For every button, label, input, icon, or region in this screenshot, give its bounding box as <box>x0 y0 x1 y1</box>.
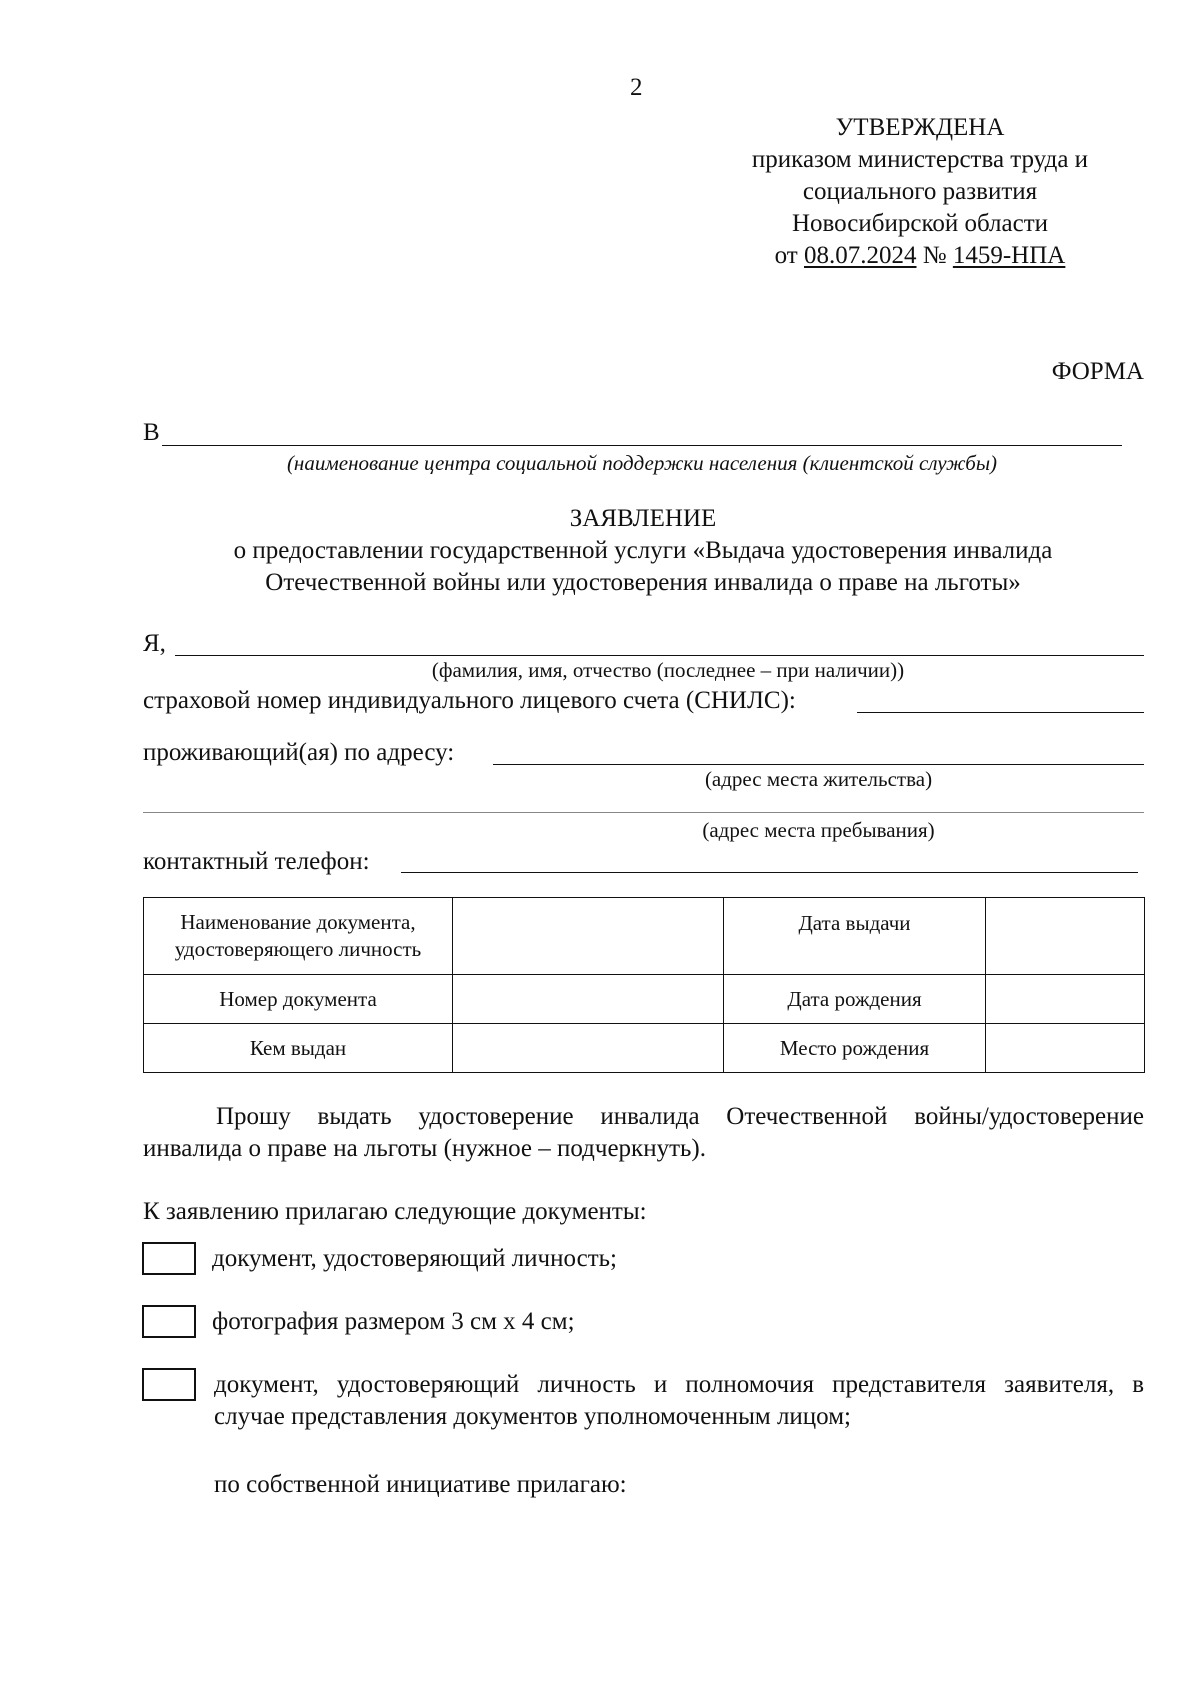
approval-order <box>700 240 1140 272</box>
table-label-issued-by: Кем выдан <box>144 1024 453 1073</box>
request-line-2: инвалида о праве на льготы (нужное – подчеркнуть). <box>143 1135 706 1162</box>
table-label-birth-date: Дата рождения <box>724 975 986 1024</box>
table-value-issue-date[interactable] <box>986 898 1145 975</box>
statement-subtitle-line-2: Отечественной войны или удостоверения инвалида о праве на льготы» <box>265 569 1021 596</box>
table-row <box>144 898 1145 975</box>
table-label-issue-date: Дата выдачи <box>724 898 986 975</box>
applicant-name-caption: (фамилия, имя, отчество (последнее – при наличии)) <box>431 658 905 682</box>
table-label-birth-place: Место рождения <box>724 1024 986 1073</box>
attachment-checkbox-representative[interactable] <box>142 1368 196 1401</box>
approval-date: 08.07.2024 <box>804 242 917 269</box>
approval-line-3: Новосибирской области <box>791 210 1049 237</box>
applicant-prefix: Я, <box>143 630 166 657</box>
phone-label: контактный телефон: <box>143 848 370 875</box>
page-number: 2 <box>630 74 643 101</box>
form-label: ФОРМА <box>1051 358 1144 385</box>
attachment-label-identity: документ, удостоверяющий личность; <box>212 1245 617 1272</box>
attachment-label-representative <box>214 1369 1144 1433</box>
approval-line-1: приказом министерства труда и <box>751 146 1089 173</box>
attachment-checkbox-identity[interactable] <box>142 1242 196 1275</box>
residence-caption: (адрес места жительства) <box>704 767 933 791</box>
attachment-label-photo: фотография размером 3 см х 4 см; <box>212 1308 575 1335</box>
phone-field-line[interactable] <box>401 872 1138 873</box>
recipient-caption: (наименование центра социальной поддержки населения (клиентской службы) <box>286 451 998 475</box>
attachment-representative-line-1: документ, удостоверяющий личность и полномочия представителя заявителя, в <box>214 1371 1144 1398</box>
approval-prefix: от <box>774 242 798 269</box>
address-label: проживающий(ая) по адресу: <box>143 739 455 766</box>
statement-heading: ЗАЯВЛЕНИЕ <box>569 505 717 532</box>
table-label-document-name: Наименование документа, удостоверяющего личность <box>144 898 453 975</box>
table-value-document-name[interactable] <box>453 898 724 975</box>
statement-subtitle-line-1: о предоставлении государственной услуги «Выдача удостоверения инвалида <box>233 537 1053 564</box>
table-value-birth-place[interactable] <box>986 1024 1145 1073</box>
table-row <box>144 975 1145 1024</box>
stay-field-line[interactable] <box>143 812 1144 813</box>
stay-caption: (адрес места пребывания) <box>702 818 935 842</box>
attachment-checkbox-photo[interactable] <box>142 1305 196 1338</box>
attachment-representative-line-2: случае представления документов уполномоченным лицом; <box>214 1403 851 1430</box>
request-paragraph <box>143 1101 1144 1165</box>
own-initiative-label: по собственной инициативе прилагаю: <box>214 1471 627 1498</box>
identity-document-table <box>143 897 1145 1073</box>
approval-number-sign: № <box>922 242 947 269</box>
table-label-document-number: Номер документа <box>144 975 453 1024</box>
recipient-prefix: В <box>143 419 160 446</box>
table-row <box>144 1024 1145 1073</box>
approval-block <box>700 112 1140 272</box>
table-value-document-number[interactable] <box>453 975 724 1024</box>
table-value-issued-by[interactable] <box>453 1024 724 1073</box>
applicant-name-line[interactable] <box>175 655 1144 656</box>
table-value-birth-date[interactable] <box>986 975 1145 1024</box>
snils-field-line[interactable] <box>857 712 1144 713</box>
attachments-intro: К заявлению прилагаю следующие документы: <box>143 1198 647 1225</box>
snils-label: страховой номер индивидуального лицевого счета (СНИЛС): <box>143 687 796 714</box>
approval-title: УТВЕРЖДЕНА <box>835 114 1005 141</box>
recipient-field-line[interactable] <box>162 445 1122 446</box>
residence-field-line[interactable] <box>493 764 1144 765</box>
approval-line-2: социального развития <box>802 178 1038 205</box>
request-line-1: Прошу выдать удостоверение инвалида Отечественной войны/удостоверение <box>216 1103 1144 1130</box>
approval-number: 1459-НПА <box>952 242 1066 269</box>
